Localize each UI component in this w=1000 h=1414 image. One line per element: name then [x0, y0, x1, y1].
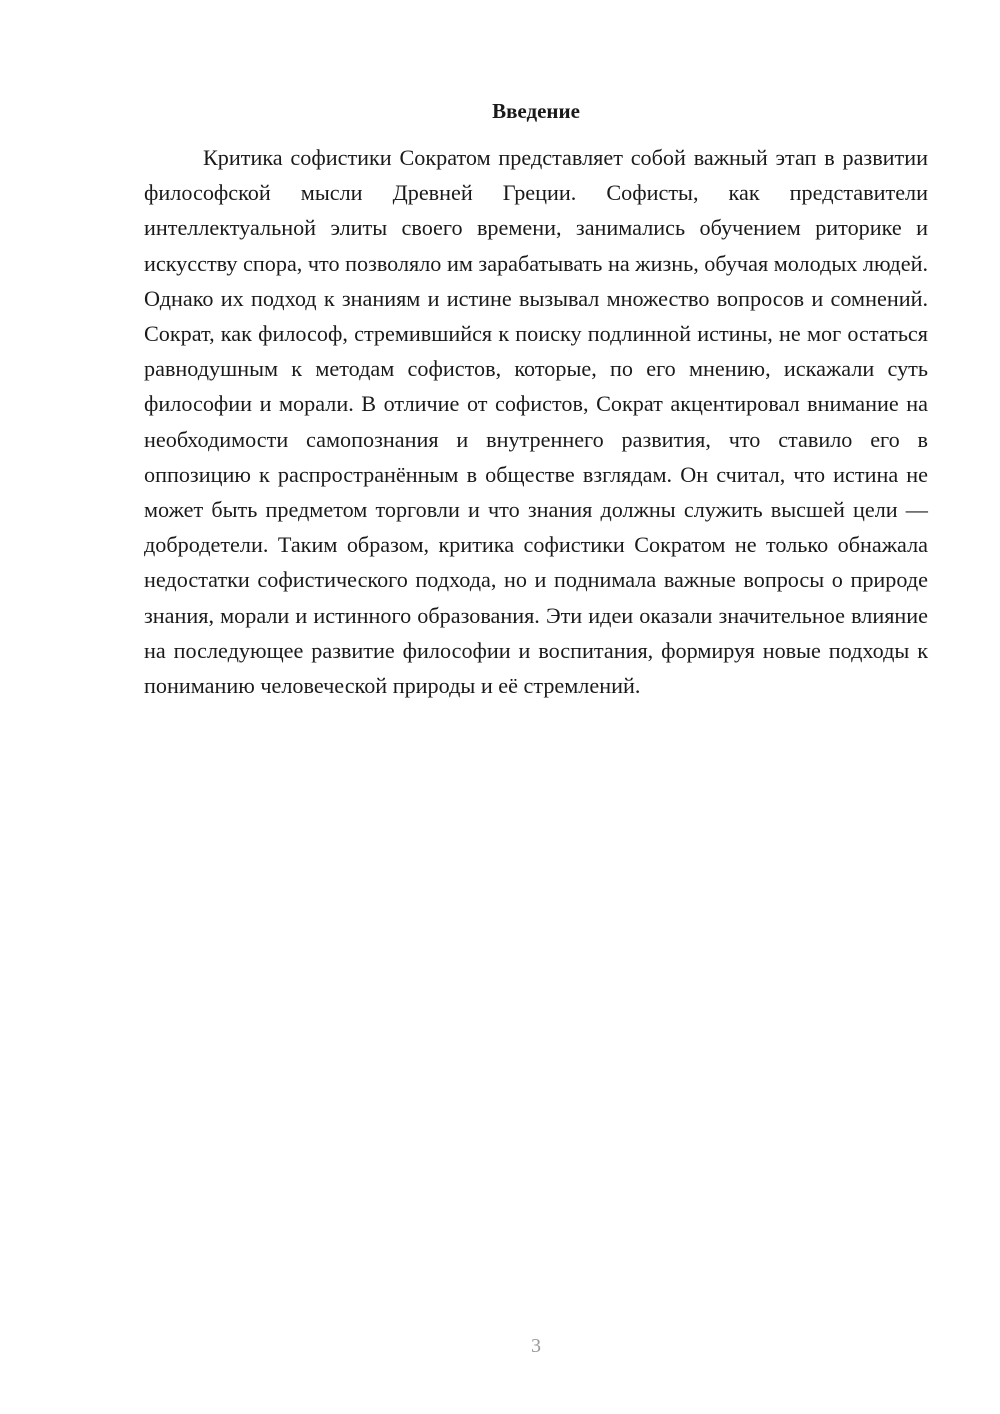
body-paragraph: Критика софистики Сократом представляет собой важный этап в развитии философской мысли Древней Греции. Софисты, как представители интеллектуальной элиты своего времени, занимались обучением риторике и искусству спора, что позволяло им зарабатывать на жизнь, обучая молодых людей. Однако их подход к знаниям и истине вызывал множество вопросов и сомнений. Сократ, как философ, стремившийся к поиску подлинной истины, не мог остаться равнодушным к методам софистов, которые, по его мнению, искажали суть философии и морали. В отличие от софистов, Сократ акцентировал внимание на необходимости самопознания и внутреннего развития, что ставило его в оппозицию к распространённым в обществе взглядам. Он считал, что истина не может быть предметом торговли и что знания должны служить высшей цели — добродетели. Таким образом, критика софистики Сократом не только обнажала недостатки софистического подхода, но и поднимала важные вопросы о природе знания, морали и истинного образования. Эти идеи оказали значительное влияние на последующее развитие философии и воспитания, формируя новые подходы к пониманию человеческой природы и её стремлений. — [144, 145, 928, 699]
page-number: 3 — [531, 1335, 541, 1357]
section-heading: Введение — [492, 99, 580, 123]
